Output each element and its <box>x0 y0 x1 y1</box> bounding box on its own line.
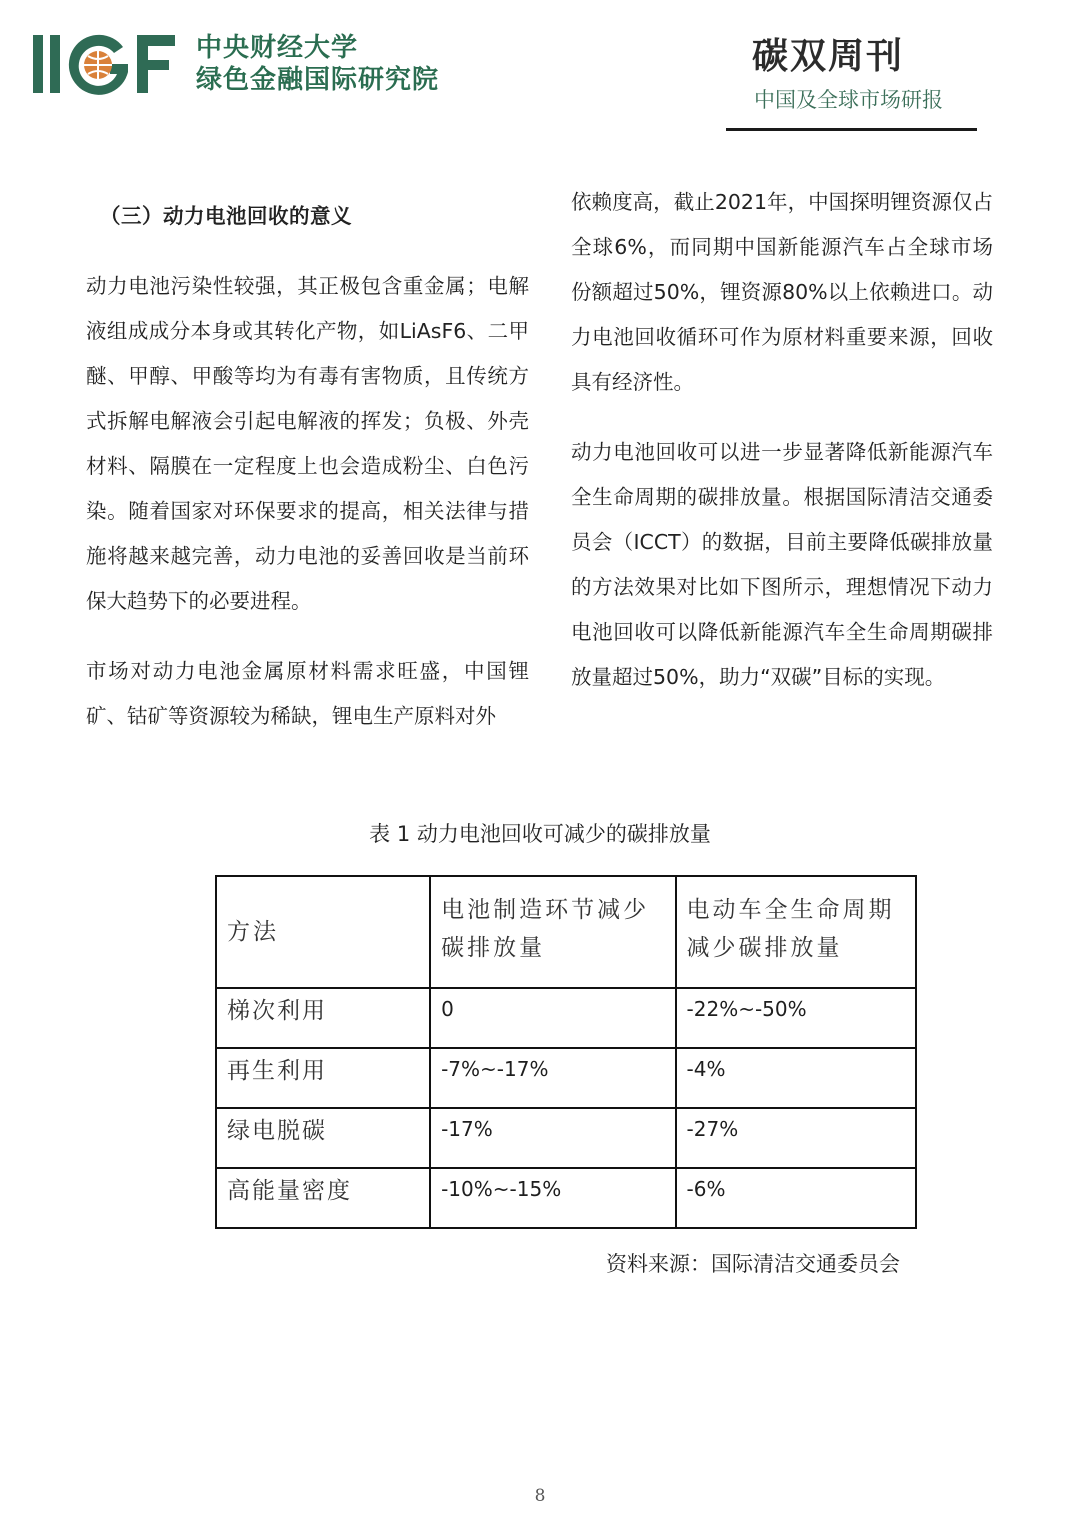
table-row <box>216 1048 916 1108</box>
right-column <box>571 180 993 700</box>
table-header-cell: 方法 <box>216 876 430 988</box>
table-cell-method: 再生利用 <box>216 1048 430 1108</box>
emissions-table <box>215 875 917 1229</box>
table-cell-value: -17% <box>430 1108 675 1168</box>
table-cell-method: 高能量密度 <box>216 1168 430 1228</box>
iigf-logo <box>33 33 178 95</box>
left-column <box>86 194 529 739</box>
paragraph-pollution: 动力电池污染性较强，其正极包含重金属；电解液组成成分本身或其转化产物，如LiAsF6、二甲醚、甲醇、甲酸等均为有毒有害物质，且传统方式拆解电解液会引起电解液的挥发；负极、外壳材料、隔膜在一定程度上也会造成粉尘、白色污染。随着国家对环保要求的提高，相关法律与措施将越来越完善，动力电池的妥善回收是当前环保大趋势下的必要进程。 <box>86 274 529 613</box>
table-cell-method: 绿电脱碳 <box>216 1108 430 1168</box>
section-title: （三）动力电池回收的意义 <box>100 204 352 228</box>
publication-title: 碳双周刊 <box>752 36 905 77</box>
paragraph-emissions: 动力电池回收可以进一步显著降低新能源汽车全生命周期的碳排放量。根据国际清洁交通委员会（ICCT）的数据，目前主要降低碳排放量的方法效果对比如下图所示，理想情况下动力电池回收可以降低新能源汽车全生命周期碳排放量超过50%，助力“双碳”目标的实现。 <box>571 440 993 689</box>
table-cell-value: -22%~-50% <box>676 988 916 1048</box>
org-name-line2: 绿色金融国际研究院 <box>196 65 440 95</box>
table-cell-value: 0 <box>430 988 675 1048</box>
paragraph-dependency: 依赖度高，截止2021年，中国探明锂资源仅占全球6%，而同期中国新能源汽车占全球市场份额超过50%，锂资源80%以上依赖进口。动力电池回收循环可作为原材料重要来源，回收具有经济性。 <box>571 190 993 394</box>
org-name <box>196 32 439 96</box>
table-cell-value: -10%~-15% <box>430 1168 675 1228</box>
table-cell-value: -7%~-17% <box>430 1048 675 1108</box>
table-cell-value: -27% <box>676 1108 916 1168</box>
table-row <box>216 1168 916 1228</box>
table-header-cell: 电池制造环节减少碳排放量 <box>430 876 675 988</box>
table-cell-method: 梯次利用 <box>216 988 430 1048</box>
paragraph-demand: 市场对动力电池金属原材料需求旺盛，中国锂矿、钴矿等资源较为稀缺，锂电生产原料对外 <box>86 659 529 728</box>
table-caption: 表 1 动力电池回收可减少的碳排放量 <box>369 822 711 846</box>
source-note: 资料来源：国际清洁交通委员会 <box>606 1252 900 1276</box>
page-number: 8 <box>534 1486 546 1506</box>
table-header-cell: 电动车全生命周期减少碳排放量 <box>676 876 916 988</box>
table-cell-value: -4% <box>676 1048 916 1108</box>
publication-subtitle: 中国及全球市场研报 <box>754 88 943 112</box>
table-cell-value: -6% <box>676 1168 916 1228</box>
org-name-line1: 中央财经大学 <box>196 33 359 63</box>
header-rule <box>726 128 977 131</box>
table-row <box>216 988 916 1048</box>
table-row <box>216 1108 916 1168</box>
table-header-row <box>216 876 916 988</box>
